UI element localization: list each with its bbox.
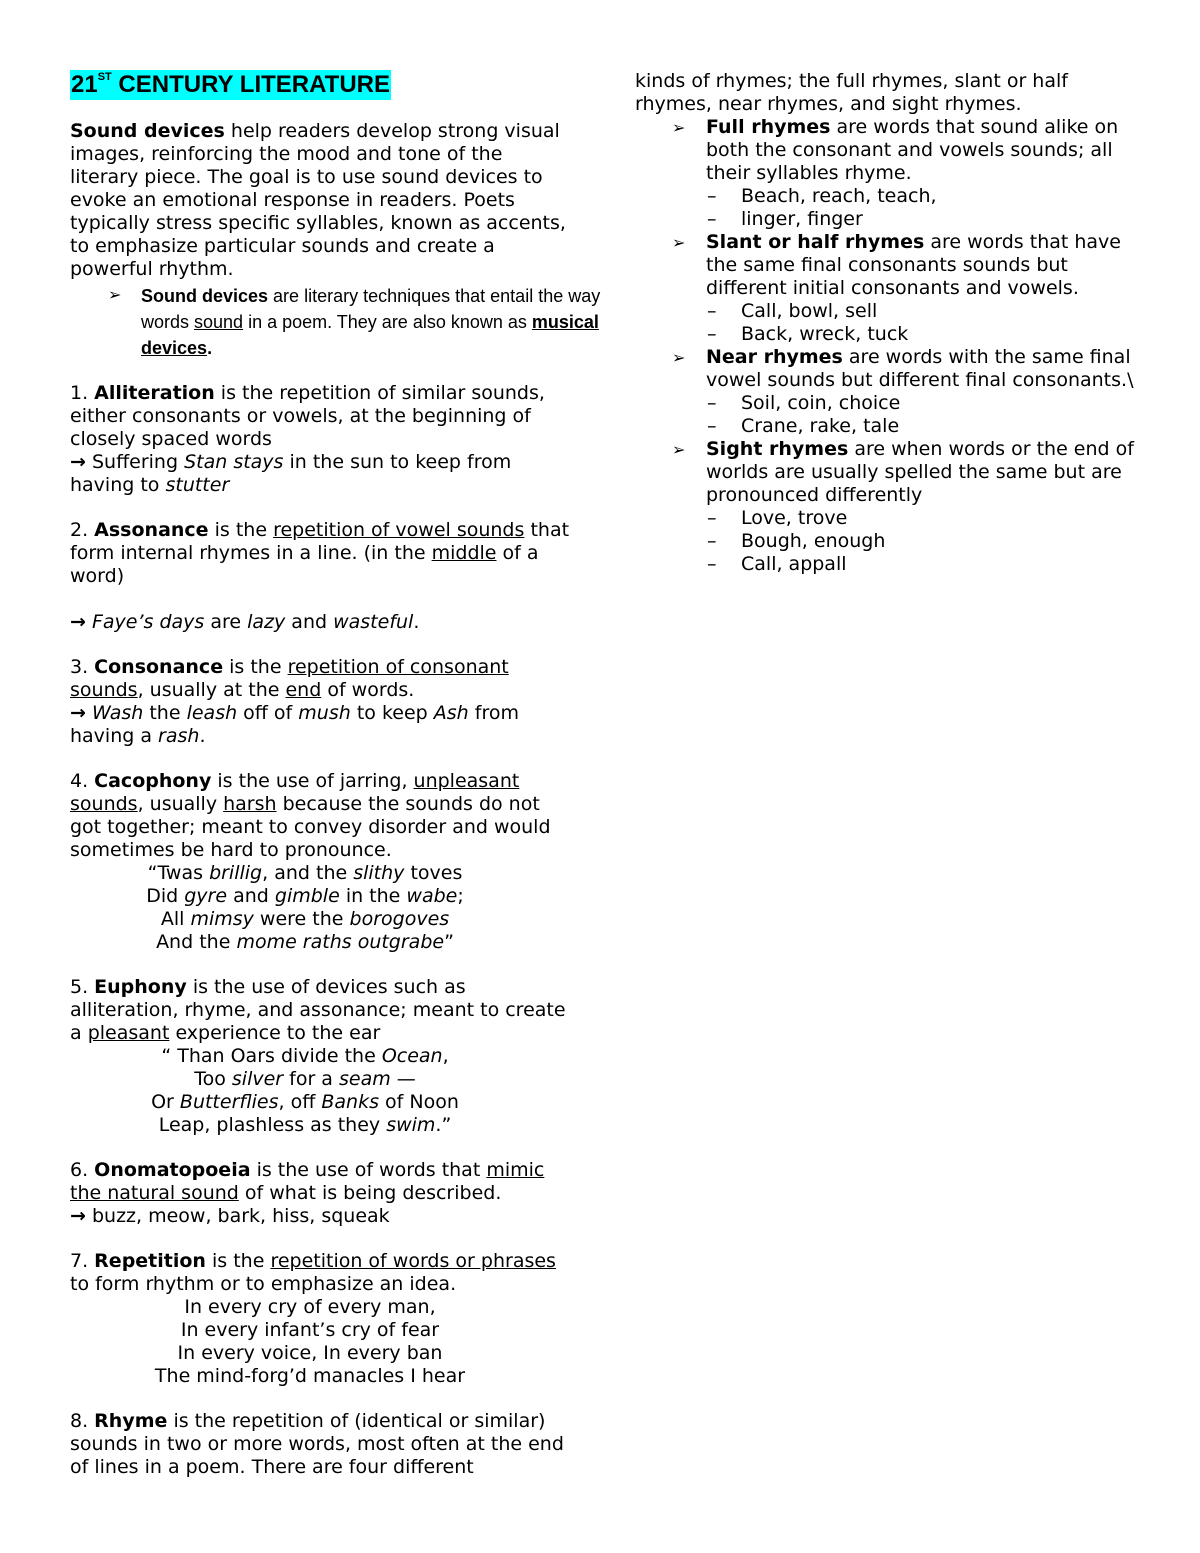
arrow-icon: → (70, 702, 86, 724)
assonance-example: → Faye’s days are lazy and wasteful. (70, 611, 420, 633)
dash-icon: – (707, 553, 717, 575)
repetition-poem: In every cry of every man, In every infant’s cry of fear In every voice, In every ban The mind-forg’d manacles I hear (154, 1296, 466, 1387)
dash-icon: – (707, 208, 717, 230)
alliteration-example: → Suffering Stan stays in the sun to keep from having to stutter (70, 451, 512, 496)
rhyme-types-list (635, 116, 1145, 576)
list-item: – Beach, reach, teach, (707, 185, 937, 207)
full-rhymes-bullet: ➢ Full rhymes are words that sound alike on both the consonant and vowels sounds; all their syllables rhyme. (672, 116, 1119, 184)
onomatopoeia-example: → buzz, meow, bark, hiss, squeak (70, 1205, 390, 1227)
arrow-icon: → (70, 451, 86, 473)
list-item: – Back, wreck, tuck (707, 323, 909, 345)
dash-icon: – (707, 507, 717, 529)
arrowhead-bullet-icon: ➢ (108, 287, 122, 304)
dash-icon: – (707, 185, 717, 207)
dash-icon: – (707, 530, 717, 552)
dash-icon: – (707, 300, 717, 322)
list-item: – Love, trove (707, 507, 848, 529)
rhyme-item: 8. Rhyme is the repetition of (identical or similar) sounds in two or more words, most often at the end of lines in a poem. There are four different (70, 1410, 564, 1478)
dash-icon: – (707, 392, 717, 414)
alliteration-item: 1. Alliteration is the repetition of similar sounds, either consonants or vowels, at the beginning of closely spaced words → Suffering Stan stays in the sun to keep from having to stutter (70, 382, 570, 497)
list-item: – linger, finger (707, 208, 863, 230)
consonance-example: → Wash the leash off of mush to keep Ash from having a rash. (70, 702, 519, 747)
list-item: – Call, bowl, sell (707, 300, 878, 322)
euphony-item: 5. Euphony is the use of devices such as alliteration, rhyme, and assonance; meant to create a pleasant experience to the ear “ Than Oars divide the Ocean, Too silver for a seam — Or Butterflies, off Banks of Noon Leap, plashless as they swim.” (70, 976, 566, 1136)
dash-icon: – (707, 415, 717, 437)
slant-rhymes-bullet: ➢ Slant or half rhymes are words that have the same final consonants sounds but different initial consonants and vowels. (672, 231, 1121, 299)
near-rhymes-bullet: ➢ Near rhymes are words with the same final vowel sounds but different final consonants.\ (672, 346, 1134, 391)
arrowhead-bullet-icon: ➢ (672, 233, 686, 252)
rhyme-continuation: kinds of rhymes; the full rhymes, slant or half rhymes, near rhymes, and sight rhymes. (635, 70, 1068, 115)
repetition-item: 7. Repetition is the repetition of words or phrases to form rhythm or to emphasize an idea. In every cry of every man, In every infant’s cry of fear In every voice, In every ban The mind-forg’d manacles I hear (70, 1250, 556, 1387)
assonance-item: 2. Assonance is the repetition of vowel sounds that form internal rhymes in a line. (in the middle of a word) (70, 519, 570, 587)
arrowhead-bullet-icon: ➢ (672, 440, 686, 459)
list-item: – Soil, coin, choice (707, 392, 901, 414)
arrowhead-bullet-icon: ➢ (672, 118, 686, 137)
arrowhead-bullet-icon: ➢ (672, 348, 686, 367)
consonance-item: 3. Consonance is the repetition of consonant sounds, usually at the end of words. → Wash the leash off of mush to keep Ash from having a rash. (70, 656, 570, 748)
arrow-icon: → (70, 1205, 86, 1227)
euphony-poem: “ Than Oars divide the Ocean, Too silver for a seam — Or Butterflies, off Banks of Noon Leap, plashless as they swim.” (151, 1045, 459, 1136)
dash-icon: – (707, 323, 717, 345)
list-item: – Call, appall (707, 553, 847, 575)
list-item: – Crane, rake, tale (707, 415, 900, 437)
intro-paragraph: Sound devices help readers develop strong visual images, reinforcing the mood and tone of the literary piece. The goal is to use sound devices to evoke an emotional response in readers. Poets typically stress specific syllables, known as accents, to emphasize particular sounds and create a powerful rhythm. (70, 120, 566, 280)
cacophony-poem: “Twas brillig, and the slithy toves Did gyre and gimble in the wabe; All mimsy were the borogoves And the mome raths outgrabe” (146, 862, 464, 953)
list-item: – Bough, enough (707, 530, 886, 552)
page-title: 21ST CENTURY LITERATURE (71, 71, 390, 98)
cacophony-item: 4. Cacophony is the use of jarring, unpleasant sounds, usually harsh because the sounds do not got together; meant to convey disorder and would sometimes be hard to pronounce. “Twas brillig, and the slithy toves Did gyre and gimble in the wabe; All mimsy were the borogoves And the mome raths outgrabe” (70, 770, 551, 953)
arrow-icon: → (70, 611, 86, 633)
onomatopoeia-item: 6. Onomatopoeia is the use of words that mimic the natural sound of what is being described. → buzz, meow, bark, hiss, squeak (70, 1159, 570, 1228)
note-bullet: ➢ Sound devices are literary techniques that entail the way words sound in a poem. They are also known as musical devices. (70, 283, 641, 361)
sight-rhymes-bullet: ➢ Sight rhymes are when words or the end of worlds are usually spelled the same but are pronounced differently (672, 438, 1134, 506)
